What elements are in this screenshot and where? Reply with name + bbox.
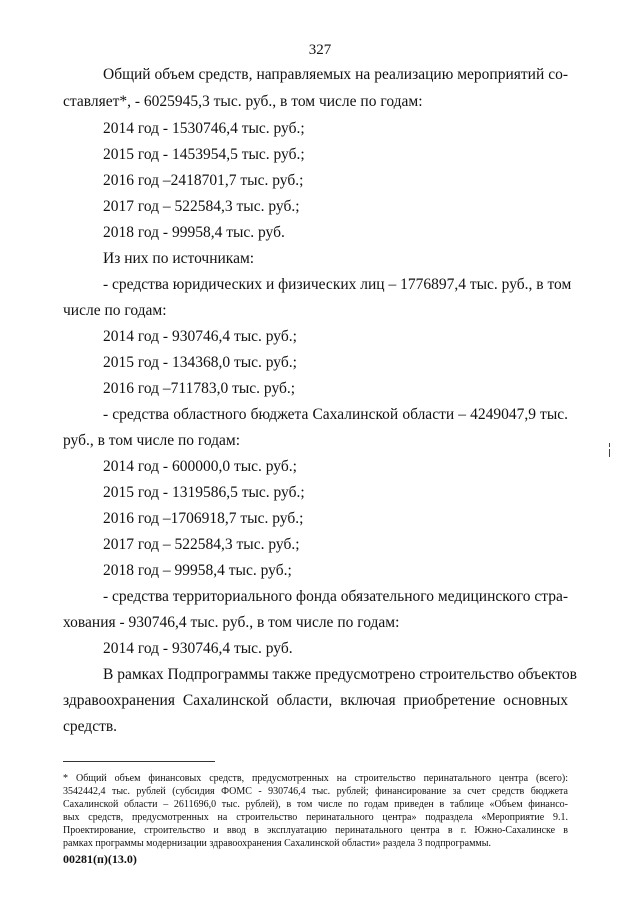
sources-heading: Из них по источникам: [103, 250, 255, 267]
year-2014: 2014 год - 1530746,4 тыс. руб.; [103, 120, 305, 137]
intro-line-1: Общий объем средств, направляемых на реализацию мероприятий со- [103, 66, 568, 83]
regional-2015: 2015 год - 1319586,5 тыс. руб.; [103, 484, 305, 501]
intro-line-2: ставляет*, - 6025945,3 тыс. руб., в том числе по годам: [63, 93, 423, 110]
regional-line-1: - средства областного бюджета Сахалинской области – 4249047,9 тыс. [103, 406, 568, 423]
closing-line-1: В рамках Подпрограммы также предусмотрено строительство объектов [103, 666, 577, 683]
footnote-separator [63, 761, 215, 762]
legal-2015: 2015 год - 134368,0 тыс. руб.; [103, 354, 297, 371]
scan-mark-gap [609, 447, 610, 449]
year-2017: 2017 год – 522584,3 тыс. руб.; [103, 198, 300, 215]
year-2016: 2016 год –2418701,7 тыс. руб.; [103, 172, 304, 189]
footnote-line-6: рамках программы модернизации здравоохранения Сахалинской области» раздела 3 подпрограммы. [63, 838, 491, 849]
legal-line-1: - средства юридических и физических лиц – 1776897,4 тыс. руб., в том [103, 276, 572, 293]
closing-line-3: средств. [63, 718, 118, 735]
scan-mark [609, 443, 610, 457]
year-2018: 2018 год - 99958,4 тыс. руб. [103, 224, 285, 241]
fund-2014: 2014 год - 930746,4 тыс. руб. [103, 640, 293, 657]
year-2015: 2015 год - 1453954,5 тыс. руб.; [103, 146, 305, 163]
regional-line-2: руб., в том числе по годам: [63, 432, 241, 449]
regional-2014: 2014 год - 600000,0 тыс. руб.; [103, 458, 297, 475]
fund-line-2: хования - 930746,4 тыс. руб., в том числе по годам: [63, 614, 400, 631]
closing-line-2: здравоохранения Сахалинской области, включая приобретение основных [63, 692, 568, 709]
document-code: 00281(п)(13.0) [63, 852, 137, 866]
legal-2014: 2014 год - 930746,4 тыс. руб.; [103, 328, 297, 345]
footnote-line-1: * Общий объем финансовых средств, предусмотренных на строительство перинатального центра (всего): [63, 773, 568, 784]
fund-line-1: - средства территориального фонда обязательного медицинского стра- [103, 588, 568, 605]
footnote-line-3: Сахалинской области – 2611696,0 тыс. рублей), в том числе по годам приведен в таблице «Объем финансо- [63, 799, 568, 810]
legal-line-2: числе по годам: [63, 302, 167, 319]
regional-2018: 2018 год – 99958,4 тыс. руб.; [103, 562, 292, 579]
legal-2016: 2016 год –711783,0 тыс. руб.; [103, 380, 296, 397]
footnote-line-4: вых средств, предусмотренных на строительство перинатального центра» подраздела «Мероприятие 9.1. [63, 812, 568, 823]
regional-2016: 2016 год –1706918,7 тыс. руб.; [103, 510, 304, 527]
footnote-line-2: 3542442,4 тыс. рублей (субсидия ФОМС - 930746,4 тыс. рублей; финансирование за счет средств бюджета [63, 786, 568, 797]
footnote-line-5: Проектирование, строительство и ввод в эксплуатацию перинатального центра в г. Южно-Сахалинске в [63, 825, 568, 836]
regional-2017: 2017 год – 522584,3 тыс. руб.; [103, 536, 300, 553]
page-number: 327 [308, 42, 332, 58]
